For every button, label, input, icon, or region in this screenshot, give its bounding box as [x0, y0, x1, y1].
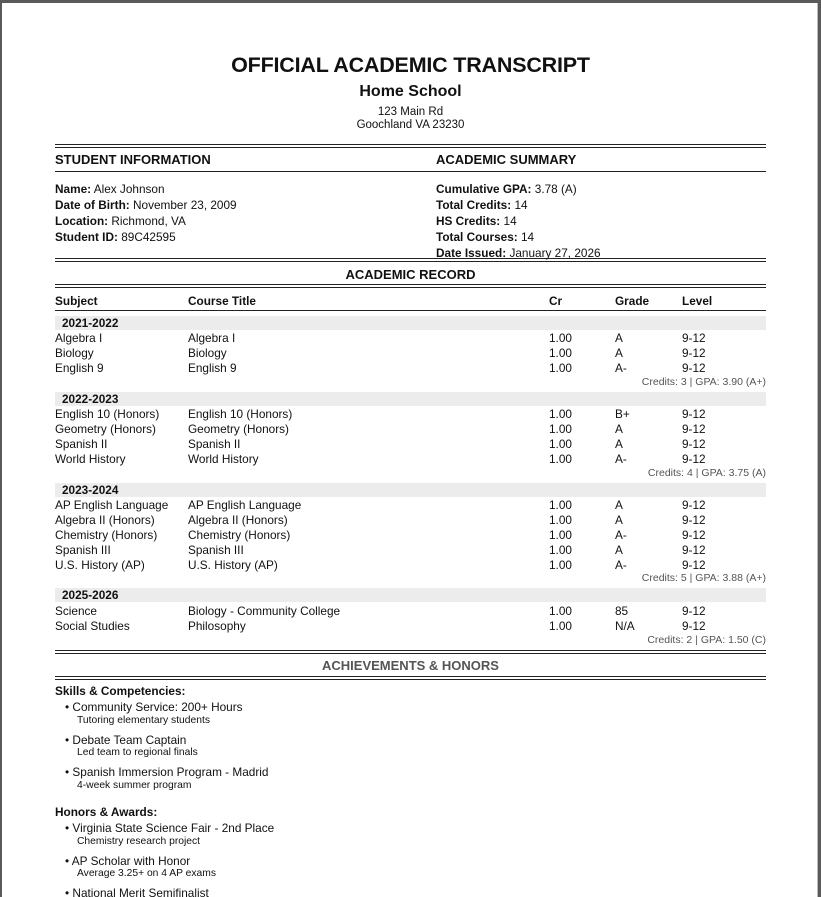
list-item: • Community Service: 200+ Hours — [65, 700, 243, 714]
honors-heading: Honors & Awards: — [55, 805, 158, 819]
table-row: Chemistry (Honors) Chemistry (Honors) 1.00 A- 9-12 — [55, 528, 706, 542]
divider — [55, 676, 766, 677]
divider — [55, 653, 766, 654]
school-name: Home School — [359, 83, 462, 100]
list-item-desc: Chemistry research project — [77, 836, 201, 847]
divider — [55, 679, 766, 680]
student-location: Location: Richmond, VA — [55, 214, 186, 228]
table-row: Spanish III Spanish III 1.00 A 9-12 — [55, 543, 706, 557]
divider — [55, 258, 766, 259]
column-header-grade: Grade — [615, 294, 650, 308]
divider — [55, 144, 766, 145]
student-id: Student ID: 89C42595 — [55, 230, 176, 244]
column-header-subject: Subject — [55, 294, 98, 308]
document-title: OFFICIAL ACADEMIC TRANSCRIPT — [231, 53, 590, 77]
table-row: English 9 English 9 1.00 A- 9-12 — [55, 361, 706, 375]
list-item-desc: Led team to regional finals — [77, 747, 198, 758]
table-row: Algebra II (Honors) Algebra II (Honors) 1.00 A 9-12 — [55, 513, 706, 527]
skills-heading: Skills & Competencies: — [55, 684, 186, 698]
hs-credits: HS Credits: 14 — [436, 214, 517, 228]
academic-summary-heading: ACADEMIC SUMMARY — [436, 152, 577, 167]
list-item: • National Merit Semifinalist — [65, 886, 209, 897]
divider — [55, 650, 766, 651]
list-item-desc: 4-week summer program — [77, 780, 192, 791]
table-row: Science Biology - Community College 1.00 85 9-12 — [55, 604, 706, 618]
year-summary: Credits: 3 | GPA: 3.90 (A+) — [641, 376, 766, 388]
school-address-line1: 123 Main Rd — [377, 106, 444, 118]
year-summary: Credits: 2 | GPA: 1.50 (C) — [647, 634, 766, 646]
academic-record-heading: ACADEMIC RECORD — [345, 267, 476, 282]
list-item: • Spanish Immersion Program - Madrid — [65, 765, 269, 779]
total-courses: Total Courses: 14 — [436, 230, 535, 244]
table-row: Geometry (Honors) Geometry (Honors) 1.00 A 9-12 — [55, 422, 706, 436]
table-row: English 10 (Honors) English 10 (Honors) 1.00 B+ 9-12 — [55, 407, 706, 421]
student-dob: Date of Birth: November 23, 2009 — [55, 198, 237, 212]
year-summary: Credits: 5 | GPA: 3.88 (A+) — [641, 572, 766, 584]
column-header-course-title: Course Title — [188, 294, 256, 308]
table-row: World History World History 1.00 A- 9-12 — [55, 452, 706, 466]
table-row: Biology Biology 1.00 A 9-12 — [55, 346, 706, 360]
year-summary: Credits: 4 | GPA: 3.75 (A) — [647, 467, 766, 479]
list-item-desc: Average 3.25+ on 4 AP exams — [77, 868, 217, 879]
table-row: Social Studies Philosophy 1.00 N/A 9-12 — [55, 619, 706, 633]
divider — [55, 261, 766, 262]
divider — [55, 284, 766, 285]
total-credits: Total Credits: 14 — [436, 198, 528, 212]
list-item-desc: Tutoring elementary students — [77, 715, 210, 726]
year-label: 2025-2026 — [62, 588, 119, 602]
transcript-page — [2, 3, 818, 897]
year-label: 2022-2023 — [62, 392, 119, 406]
year-header — [55, 316, 766, 330]
table-row: Spanish II Spanish II 1.00 A 9-12 — [55, 437, 706, 451]
divider — [55, 310, 766, 311]
school-address-line2: Goochland VA 23230 — [356, 119, 465, 131]
list-item: • AP Scholar with Honor — [65, 854, 191, 868]
divider — [55, 171, 766, 172]
list-item: • Virginia State Science Fair - 2nd Place — [65, 821, 275, 835]
table-row: Algebra I Algebra I 1.00 A 9-12 — [55, 331, 706, 345]
column-header-level: Level — [682, 294, 713, 308]
student-name: Name: Alex Johnson — [55, 182, 165, 196]
list-item: • Debate Team Captain — [65, 733, 187, 747]
year-header — [55, 483, 766, 497]
divider — [55, 147, 766, 148]
divider — [55, 287, 766, 288]
year-label: 2021-2022 — [62, 316, 119, 330]
student-info-heading: STUDENT INFORMATION — [55, 152, 211, 167]
cumulative-gpa: Cumulative GPA: 3.78 (A) — [436, 182, 577, 196]
date-issued: Date Issued: January 27, 2026 — [436, 246, 601, 260]
year-header — [55, 588, 766, 602]
table-row: AP English Language AP English Language 1.00 A 9-12 — [55, 498, 706, 512]
year-label: 2023-2024 — [62, 483, 119, 497]
column-header-credits: Cr — [549, 294, 563, 308]
year-header — [55, 392, 766, 406]
achievements-heading: ACHIEVEMENTS & HONORS — [322, 658, 499, 673]
table-row: U.S. History (AP) U.S. History (AP) 1.00 A- 9-12 — [55, 558, 706, 572]
